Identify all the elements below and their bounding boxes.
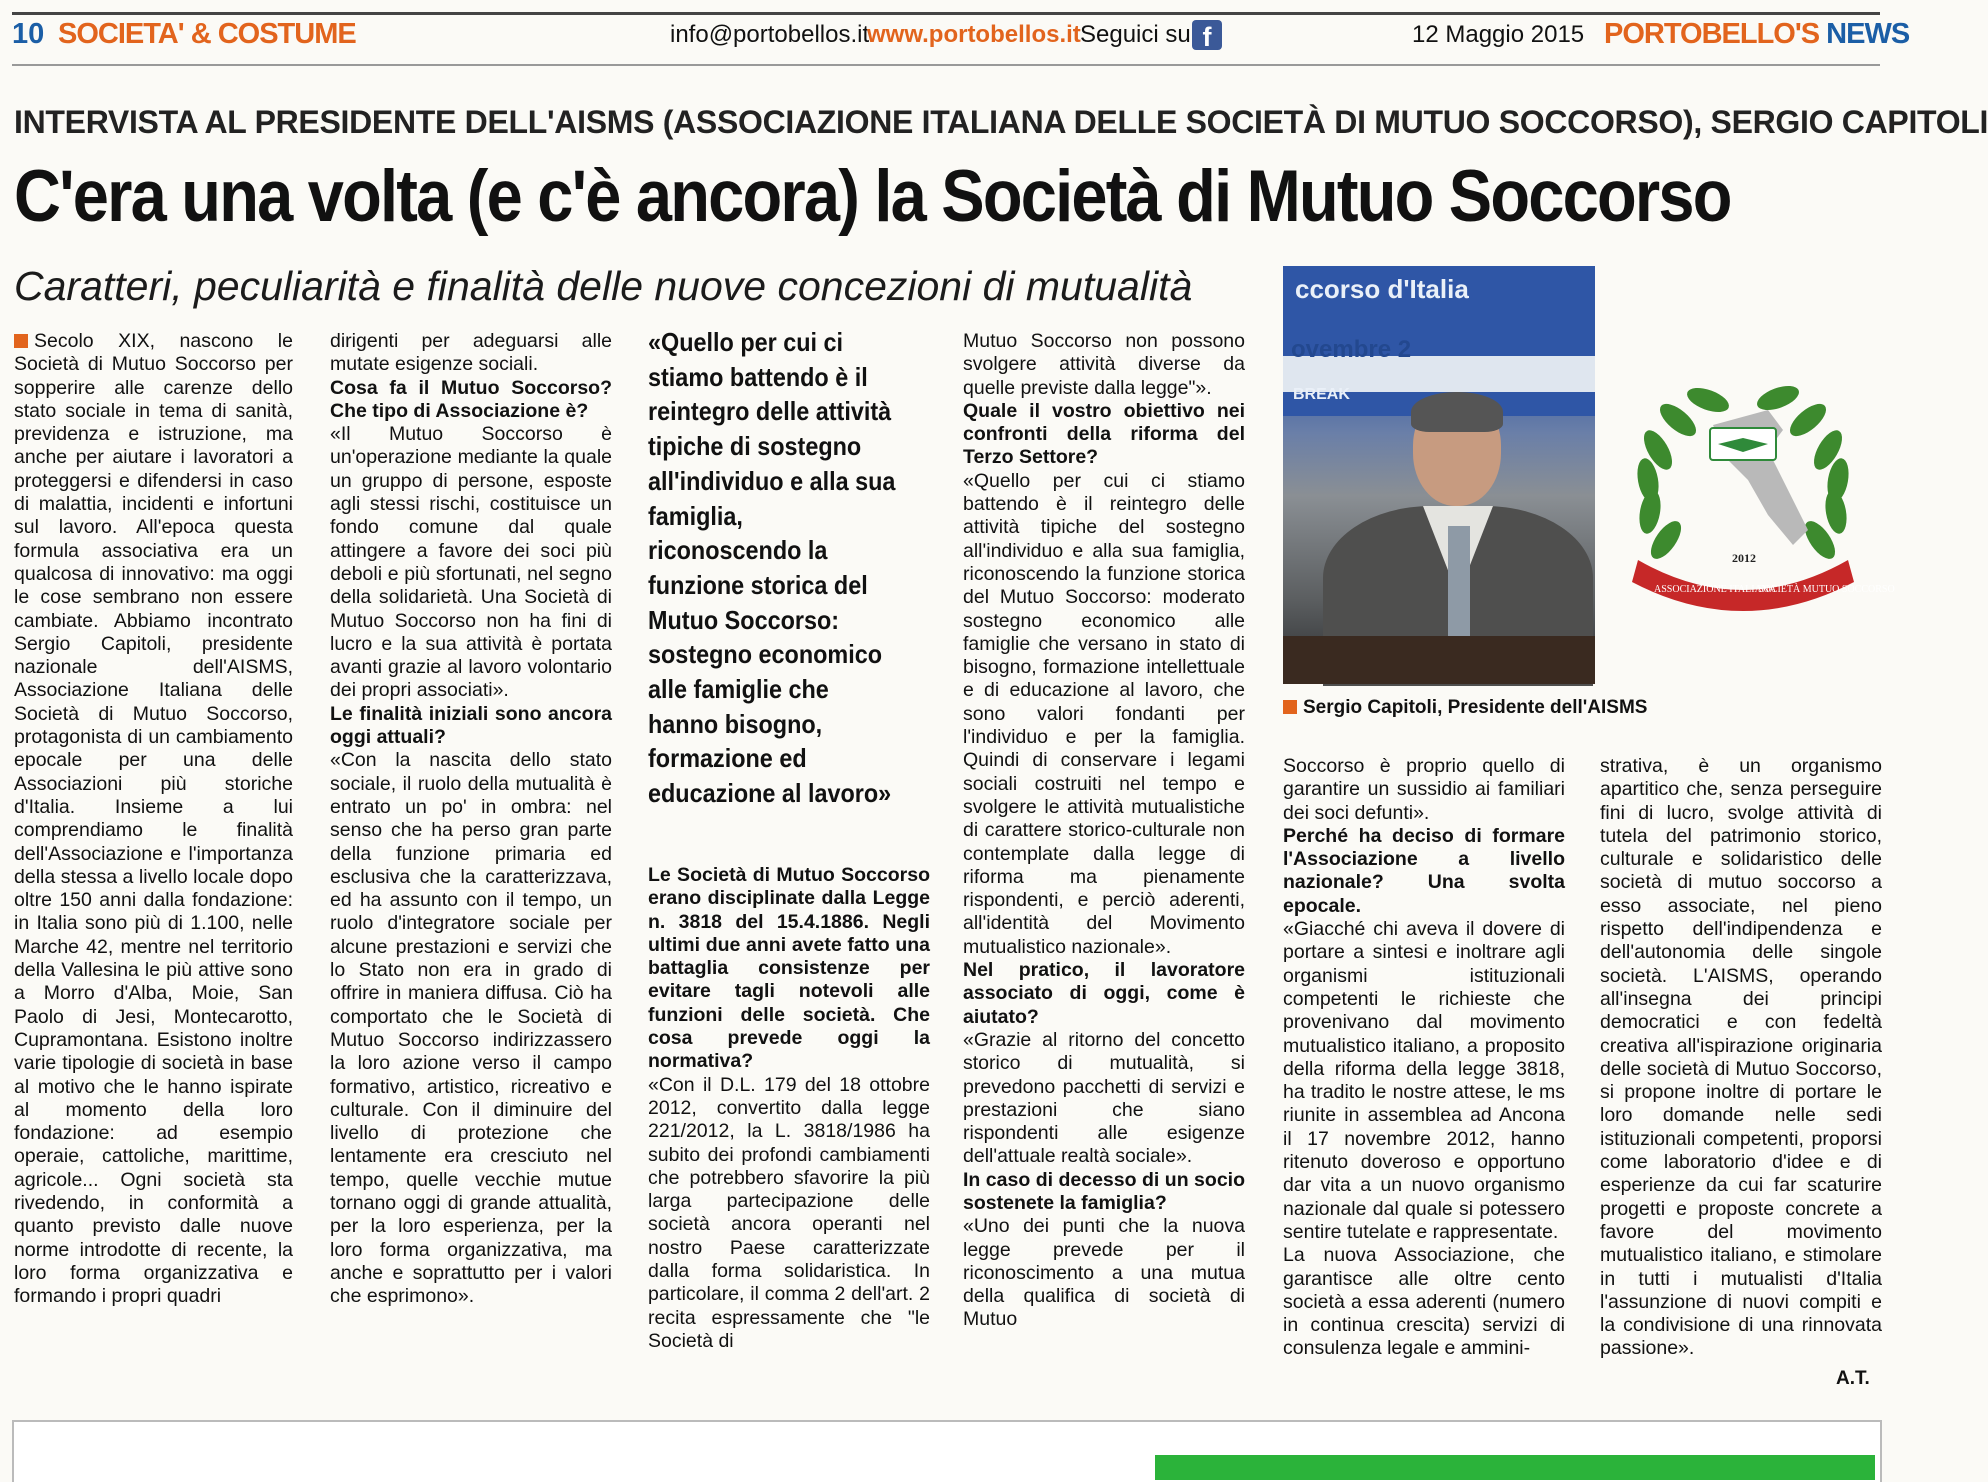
col3-question: Le Società di Mutuo Soccorso erano disciplinate dalla Legge n. 3818 del 15.4.1886. Negli ultimi due anni avete fatto una battaglia consistenze per evitare tagli notevoli alle funzioni delle società. Che cosa prevede oggi la normativa? <box>648 864 930 1073</box>
photo-banner-text: ovembre 2 <box>1291 336 1412 363</box>
col2-paragraph: «Il Mutuo Soccorso è un'operazione mediante la quale un gruppo di persone, esposte agli stessi rischi, costituisce un fondo comune dal quale attingere a favore dei soci più deboli e più sfortunati, nel segno della solidarietà. Una Società di Mutuo Soccorso non ha fini di lucro e la sua attività è portata avanti grazie al lavoro volontario dei propri associati». <box>330 423 612 702</box>
handshake-icon <box>1710 428 1776 460</box>
article-column-1 <box>14 330 293 1308</box>
photo-banner-text: ccorso d'Italia <box>1295 274 1469 304</box>
article-kicker: INTERVISTA AL PRESIDENTE DELL'AISMS (ASSOCIAZIONE ITALIANA DELLE SOCIETÀ DI MUTUO SOCCORSO), SERGIO CAPITOLI <box>14 104 1988 140</box>
col4-question: In caso di decesso di un socio sostenete la famiglia? <box>963 1168 1245 1214</box>
article-title: C'era una volta (e c'è ancora) la Società di Mutuo Soccorso <box>14 156 1731 237</box>
col4-paragraph: «Uno dei punti che la nuova legge prevede per il riconoscimento a una mutua della qualifica di società di Mutuo <box>963 1215 1245 1331</box>
header-rule-bottom <box>12 64 1880 66</box>
article-column-3 <box>648 864 930 1353</box>
photo-hair <box>1411 392 1503 432</box>
page-number: 10 <box>12 18 45 50</box>
col2-paragraph: dirigenti per adeguarsi alle mutate esigenze sociali. <box>330 330 612 376</box>
section-label: SOCIETA' & COSTUME <box>58 18 356 50</box>
advertisement-strip <box>1155 1455 1875 1480</box>
follow-label: Seguici su <box>1080 21 1191 48</box>
col4-paragraph: «Grazie al ritorno del concetto storico di mutualità, si prevedono pacchetti di servizi e prestazioni che siano rispondenti alle esigenze dell'attuale realtà sociale». <box>963 1028 1245 1168</box>
photo-desk <box>1283 636 1595 684</box>
photo-banner-text: BREAK <box>1293 386 1350 403</box>
portrait-photo <box>1283 266 1595 684</box>
col4-question: Quale il vostro obiettivo nei confronti della riforma del Terzo Settore? <box>963 399 1245 469</box>
header-rule-top <box>12 12 1880 15</box>
email-link[interactable]: info@portobellos.it <box>670 21 870 48</box>
author-signature: A.T. <box>1836 1368 1870 1389</box>
col5-paragraph: La nuova Associazione, che garantisce alle oltre cento società a essa aderenti (numero in continua crescita) servizi di consulenza legale e ammini- <box>1283 1244 1565 1360</box>
photo-caption-text: Sergio Capitoli, Presidente dell'AISMS <box>1303 697 1648 718</box>
photo-tie <box>1448 526 1470 636</box>
article-column-4 <box>963 330 1245 1332</box>
masthead-part2: NEWS <box>1826 18 1910 50</box>
col3-paragraph: «Con il D.L. 179 del 18 ottobre 2012, convertito dalla legge 221/2012, la L. 3818/1986 ha subito dei profondi cambiamenti che potrebbero sfavorire la più larga partecipazione delle società ancora operanti nel nostro Paese caratterizzate dalla forma solidaristica. In particolare, il comma 2 dell'art. 2 recita espressamente che "le Società di <box>648 1073 930 1352</box>
col2-paragraph: «Con la nascita dello stato sociale, il ruolo della mutualità è entrato un po' in ombra: nel senso che ha perso gran parte della funzione primaria ed esclusiva che la caratterizzava, ed ha assunto con il tempo, un ruolo d'integratore sociale per alcune prestazioni e servizi che lo Stato non era in grado di offrire in maniera diffusa. Ciò ha comportato che le Società di Mutuo Soccorso indirizzassero la loro azione verso il campo formativo, artistico, ricreativo e culturale. Con il diminuire del livello di protezione che lentamente era cresciuto nel tempo, quelle vecchie mutue tornano oggi di grande attualità, per la loro esperienza, per la loro forma organizzativa, ma anche e soprattutto per i valori che esprimono». <box>330 749 612 1308</box>
logo-ribbon-right: SOCIETÀ MUTUO SOCCORSO <box>1758 584 1895 595</box>
logo-year: 2012 <box>1732 551 1756 565</box>
issue-date: 12 Maggio 2015 <box>1412 21 1585 48</box>
photo-caption <box>1283 697 1647 719</box>
website-link[interactable]: www.portobellos.it <box>867 21 1081 48</box>
logo-ribbon-left: ASSOCIAZIONE ITALIANA <box>1654 584 1777 595</box>
article-column-5 <box>1283 755 1565 1361</box>
page-header <box>12 18 1910 58</box>
bullet-square-icon <box>1283 700 1297 714</box>
col5-question: Perché ha deciso di formare l'Associazione a livello nazionale? Una svolta epocale. <box>1283 824 1565 917</box>
masthead-part1: PORTOBELLO'S <box>1604 18 1820 50</box>
col1-text: Secolo XIX, nascono le Società di Mutuo Soccorso per sopperire alle carenze dello stato sociale in tema di sanità, previdenza e istruzione, ma anche per aiutare i lavoratori a proteggersi e difendersi in caso di malattia, incidenti e infortuni sul lavoro. All'epoca questa formula associativa era un qualcosa di innovativo: ma oggi le cose sembrano non essere cambiate. Abbiamo incontrato Sergio Capitoli, presidente nazionale dell'AISMS, Associazione Italiana delle Società di Mutuo Soccorso, protagonista di un cambiamento epocale per una delle Associazioni più storiche d'Italia. Insieme a lui comprendiamo le finalità dell'Associazione e l'importanza della stessa a livello locale dopo oltre 150 anni dalla fondazione: in Italia sono più di 1.100, nelle Marche 42, mentre nel territorio della Vallesina le più attive sono a Morro d'Alba, Moie, San Paolo di Jesi, Montecarotto, Cupramontana. Esistono inoltre varie tipologie di società in base al motivo che le hanno ispirate al momento della loro fondazione: ad esempio operaie, cattoliche, marittime, agricole... Ogni società sta rivedendo, in conformità a quanto previsto dalle nuove norme introdotte di recente, la loro forma organizzativa e formando i propri quadri <box>14 330 293 1308</box>
col2-question: Cosa fa il Mutuo Soccorso? Che tipo di Associazione è? <box>330 376 612 422</box>
col4-paragraph: «Quello per cui ci stiamo battendo è il reintegro delle attività tipiche del sostegno all'individuo e alla sua famiglia, riconoscendo la funzione storica del Mutuo Soccorso: moderato sostegno economico alle famiglie che versano in stato di bisogno, formazione intellettuale e di educazione al lavoro, che sono valori fondanti per l'individuo e per la famiglia. Quindi di conservare i legami sociali costruiti nel tempo e svolgere le attività mutualistiche di carattere storico-culturale non contemplate dalla legge di riforma ma pienamente rispondenti, e perciò aderenti, all'identità del Movimento mutualistico nazionale». <box>963 469 1245 958</box>
col2-question: Le finalità iniziali sono ancora oggi attuali? <box>330 702 612 749</box>
article-column-6 <box>1600 755 1882 1361</box>
col4-paragraph: Mutuo Soccorso non possono svolgere attività diverse da quelle previste dalla legge"». <box>963 330 1245 399</box>
pull-quote: «Quello per cui ci stiamo battendo è il reintegro delle attività tipiche di sostegno all'individuo e alla sua famiglia, riconoscendo la funzione storica del Mutuo Soccorso: sostegno economico alle famiglie che hanno bisogno, formazione ed educazione al lavoro» <box>648 327 896 809</box>
article-column-2 <box>330 330 612 1308</box>
bullet-square-icon <box>14 334 28 348</box>
article-subtitle: Caratteri, peculiarità e finalità delle nuove concezioni di mutualità <box>14 263 1193 309</box>
col6-paragraph: strativa, è un organismo apartitico che, senza perseguire fini di lucro, svolge attività di tutela del patrimonio storico, culturale e solidaristico delle società di mutuo soccorso a esso associate, nel pieno rispetto dell'indipendenza e dell'autonomia delle singole società. L'AISMS, operando all'insegna dei principi democratici e con fedeltà creativa all'ispirazione originaria delle società di Mutuo Soccorso, si propone inoltre di portare le loro domande nelle sedi istituzionali competenti, proporsi come laboratorio d'idee e di esperienze da cui far scaturire progetti e proposte concrete a favore del movimento mutualistico italiano, e stimolare in tutti i mutualisti d'Italia l'assunzione di nuovi compiti e la condivisione di una rinnovata passione». <box>1600 755 1882 1360</box>
facebook-icon[interactable]: f <box>1192 20 1222 50</box>
aisms-logo <box>1618 330 1895 630</box>
col4-question: Nel pratico, il lavoratore associato di oggi, come è aiutato? <box>963 959 1245 1028</box>
col5-paragraph: Soccorso è proprio quello di garantire un sussidio ai familiari dei soci defunti». <box>1283 755 1565 824</box>
col5-paragraph: «Giacché chi aveva il dovere di portare a sintesi e inoltrare agli organismi istituzionali competenti le richieste che provenivano dal movimento mutualistico italiano, a proposito della riforma della legge 3818, ha tradito le nostre attese, le ms riunite in assemblea ad Ancona il 17 novembre 2012, hanno ritenuto doveroso e opportuno dar vita a un nuovo organismo nazionale dal quale si potessero sentire tutelate e rappresentate. <box>1283 918 1565 1243</box>
masthead <box>1604 18 1909 51</box>
